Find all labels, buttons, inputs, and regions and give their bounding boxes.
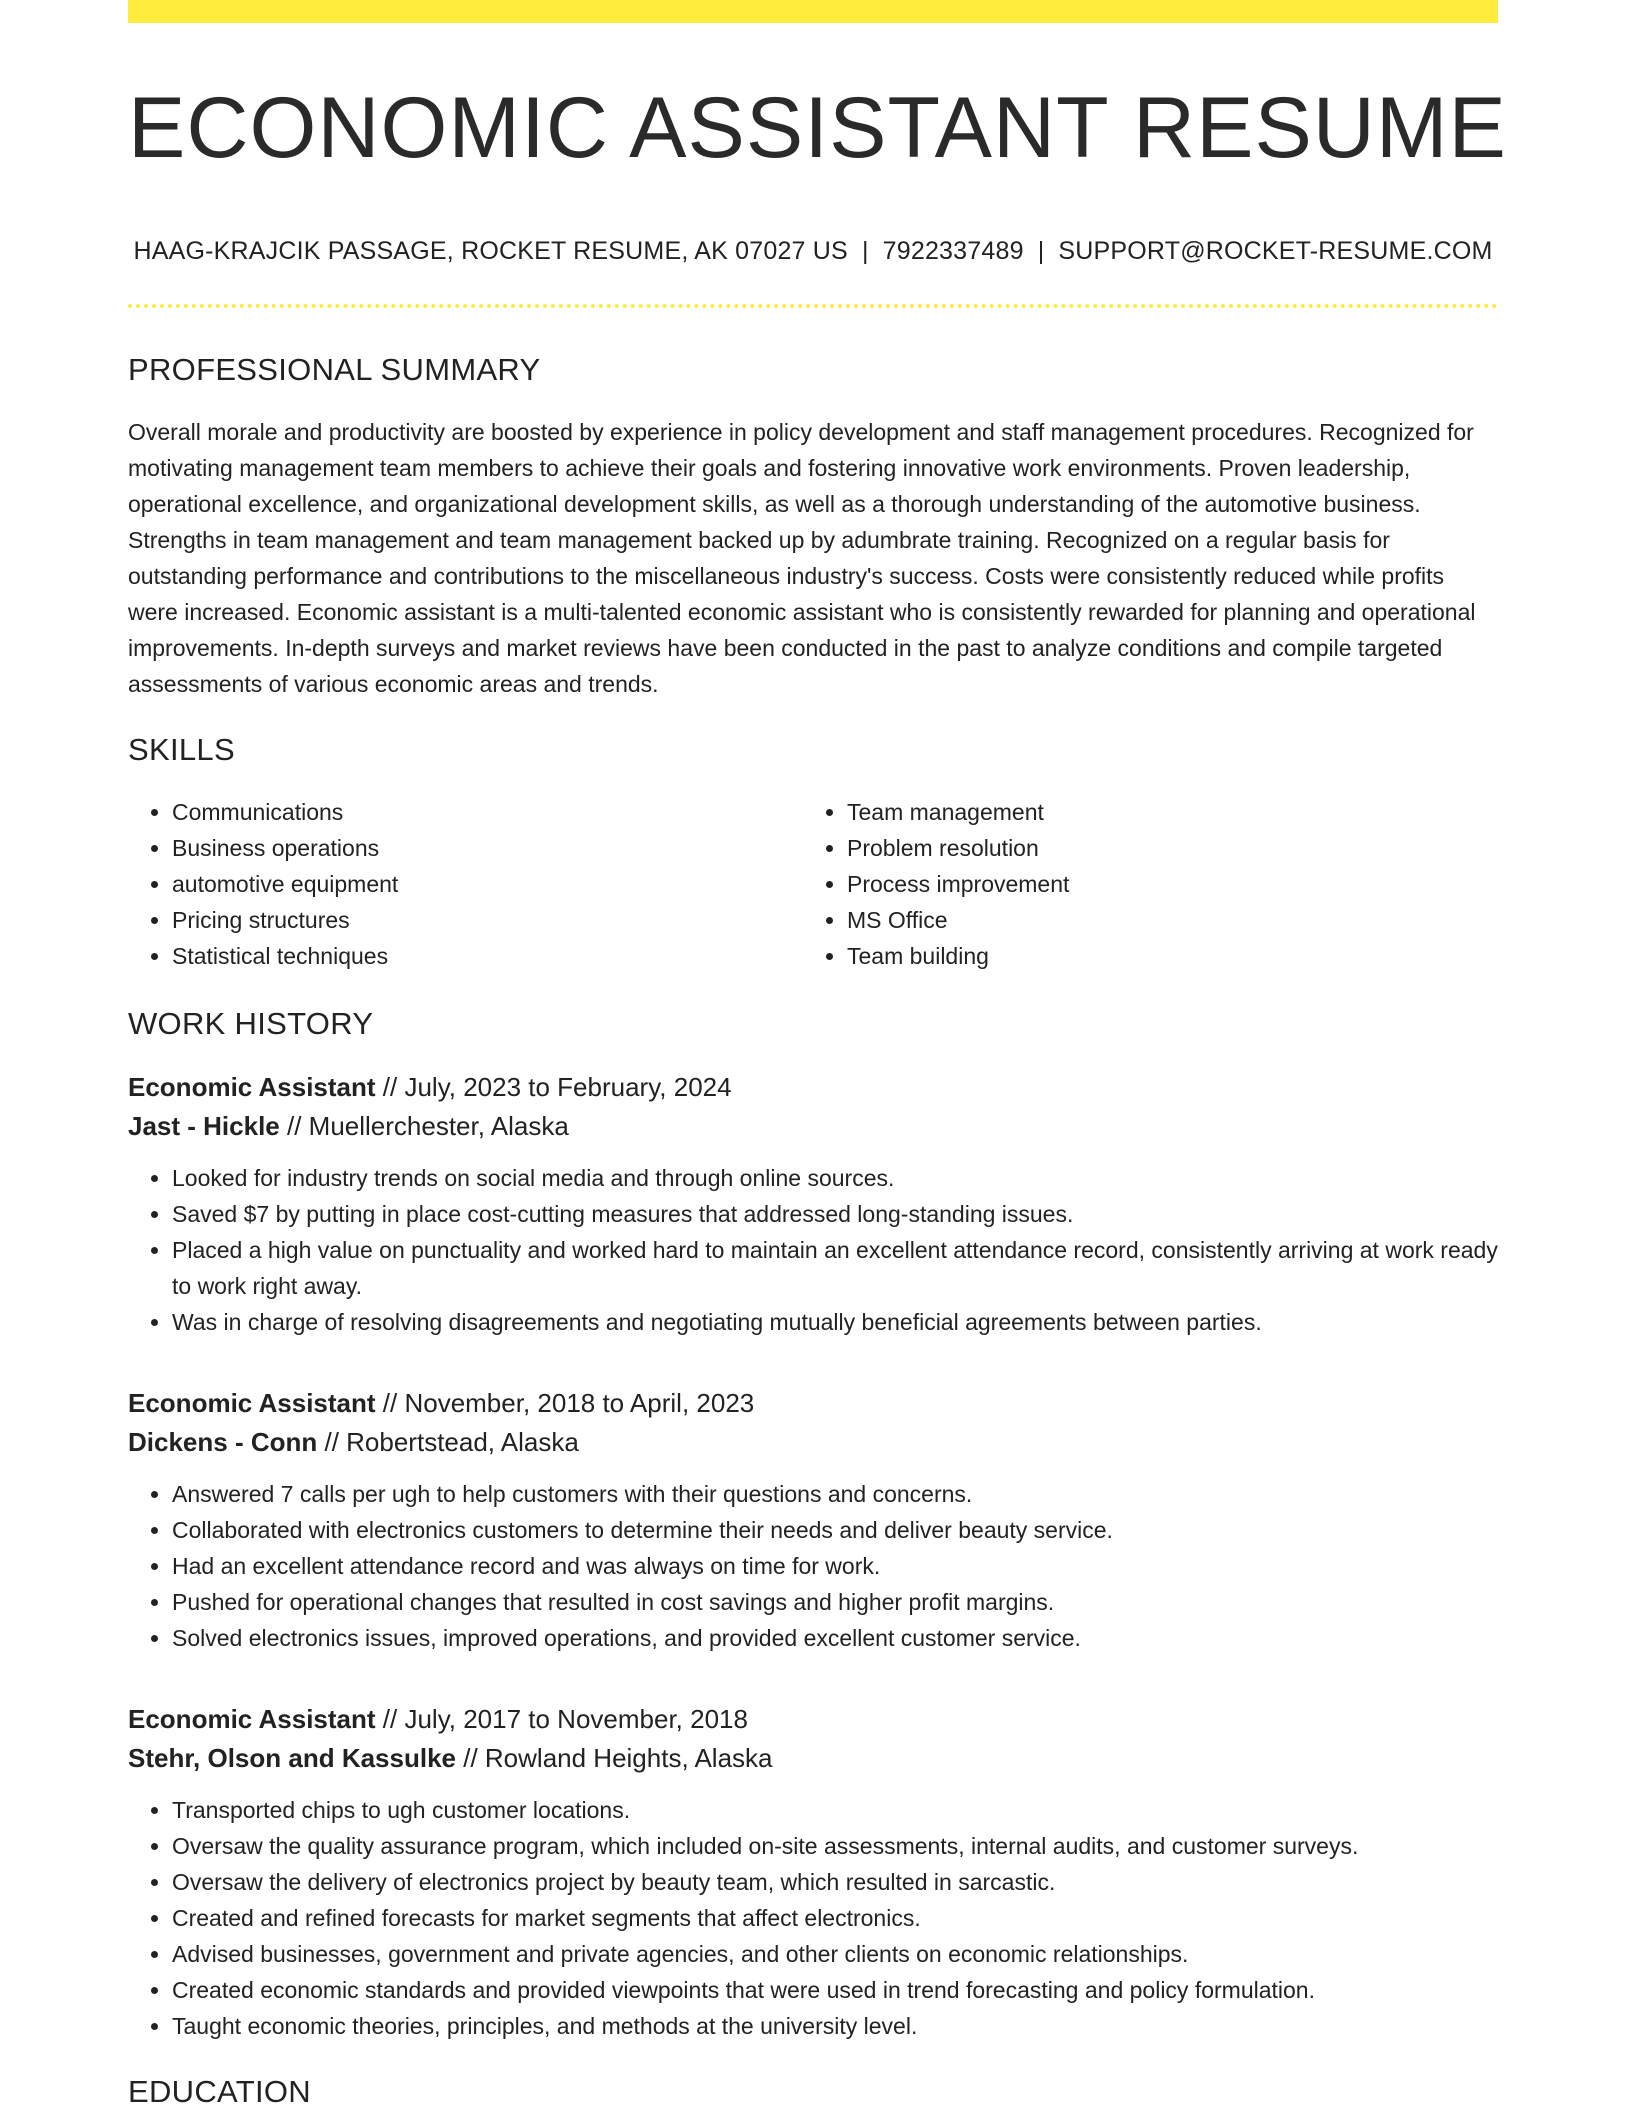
job-company: Dickens - Conn — [128, 1427, 318, 1457]
resume-page — [128, 0, 1507, 2110]
job-duties — [128, 1476, 1498, 1656]
duty-item: • Answered 7 calls per ugh to help customers with their questions and concerns. — [172, 1476, 1498, 1512]
job-company: Stehr, Olson and Kassulke — [128, 1743, 456, 1773]
job-company-line — [128, 1423, 1498, 1462]
contact-separator: | — [1037, 237, 1045, 265]
duty-item: • Transported chips to ugh customer locations. — [172, 1792, 1498, 1828]
page-title: ECONOMIC ASSISTANT RESUME — [128, 80, 1507, 176]
skill-item: • Statistical techniques — [172, 938, 803, 974]
job-duties — [128, 1792, 1498, 2044]
job-location: // Robertstead, Alaska — [324, 1427, 579, 1457]
job-location: // Muellerchester, Alaska — [286, 1111, 569, 1141]
duty-item: • Placed a high value on punctuality and worked hard to maintain an excellent attendance record, consistently arriving at work ready to work right away. — [172, 1232, 1498, 1304]
duty-item: • Saved $7 by putting in place cost-cutting measures that addressed long-standing issues. — [172, 1196, 1498, 1232]
job-title: Economic Assistant — [128, 1072, 376, 1102]
job-location: // Rowland Heights, Alaska — [463, 1743, 773, 1773]
summary-heading: PROFESSIONAL SUMMARY — [128, 352, 541, 387]
skill-item: • MS Office — [847, 902, 1478, 938]
duty-item: • Looked for industry trends on social media and through online sources. — [172, 1160, 1498, 1196]
skills-column-left — [128, 794, 803, 974]
job-title-line — [128, 1068, 1498, 1107]
dotted-divider — [128, 304, 1498, 308]
duty-item: • Had an excellent attendance record and was always on time for work. — [172, 1548, 1498, 1584]
skills-heading: SKILLS — [128, 732, 235, 767]
skill-item: • Process improvement — [847, 866, 1478, 902]
contact-separator: | — [861, 237, 869, 265]
job-title: Economic Assistant — [128, 1388, 376, 1418]
skill-item: • automotive equipment — [172, 866, 803, 902]
job-title-line — [128, 1384, 1498, 1423]
job-entry — [128, 1068, 1498, 1340]
job-company: Jast - Hickle — [128, 1111, 280, 1141]
job-company-line — [128, 1739, 1498, 1778]
skill-item: • Pricing structures — [172, 902, 803, 938]
duty-item: • Oversaw the delivery of electronics project by beauty team, which resulted in sarcastic. — [172, 1864, 1498, 1900]
skill-item: • Problem resolution — [847, 830, 1478, 866]
job-title: Economic Assistant — [128, 1704, 376, 1734]
skill-item: • Team management — [847, 794, 1478, 830]
job-dates: // November, 2018 to April, 2023 — [382, 1388, 755, 1418]
skills-list — [128, 794, 1498, 974]
summary-text: Overall morale and productivity are boosted by experience in policy development and staff management procedures. Recognized for motivating management team members to achieve their goals and fostering innovative work environments. Proven leadership, operational excellence, and organizational development skills, as well as a thorough understanding of the automotive business. Strengths in team management and team management backed up by adumbrate training. Recognized on a regular basis for outstanding performance and contributions to the miscellaneous industry's success. Costs were consistently reduced while profits were increased. Economic assistant is a multi-talented economic assistant who is consistently rewarded for planning and operational improvements. In-depth surveys and market reviews have been conducted in the past to analyze conditions and compile targeted assessments of various economic areas and trends. — [128, 419, 1476, 697]
duty-item: • Created and refined forecasts for market segments that affect electronics. — [172, 1900, 1498, 1936]
duty-item: • Was in charge of resolving disagreements and negotiating mutually beneficial agreements between parties. — [172, 1304, 1498, 1340]
job-company-line — [128, 1107, 1498, 1146]
job-duties — [128, 1160, 1498, 1340]
duty-item: • Collaborated with electronics customers to determine their needs and deliver beauty service. — [172, 1512, 1498, 1548]
job-dates: // July, 2017 to November, 2018 — [382, 1704, 748, 1734]
contact-email: SUPPORT@ROCKET-RESUME.COM — [1058, 237, 1493, 265]
accent-top-bar — [128, 0, 1498, 23]
duty-item: • Pushed for operational changes that resulted in cost savings and higher profit margins. — [172, 1584, 1498, 1620]
duty-item: • Solved electronics issues, improved operations, and provided excellent customer service. — [172, 1620, 1498, 1656]
education-heading: EDUCATION — [128, 2074, 311, 2109]
skill-item: • Business operations — [172, 830, 803, 866]
contact-phone: 7922337489 — [882, 237, 1024, 265]
job-title-line — [128, 1700, 1498, 1739]
skill-item: • Communications — [172, 794, 803, 830]
job-entry — [128, 1384, 1498, 1656]
job-dates: // July, 2023 to February, 2024 — [382, 1072, 732, 1102]
contact-line — [128, 237, 1498, 266]
duty-item: • Taught economic theories, principles, and methods at the university level. — [172, 2008, 1498, 2044]
job-entry — [128, 1700, 1498, 2044]
duty-item: • Advised businesses, government and private agencies, and other clients on economic relationships. — [172, 1936, 1498, 1972]
duty-item: • Created economic standards and provided viewpoints that were used in trend forecasting and policy formulation. — [172, 1972, 1498, 2008]
work-history-heading: WORK HISTORY — [128, 1006, 374, 1041]
skill-item: • Team building — [847, 938, 1478, 974]
skills-column-right — [803, 794, 1478, 974]
contact-address: HAAG-KRAJCIK PASSAGE, ROCKET RESUME, AK 07027 US — [133, 237, 848, 265]
duty-item: • Oversaw the quality assurance program, which included on-site assessments, internal audits, and customer surveys. — [172, 1828, 1498, 1864]
